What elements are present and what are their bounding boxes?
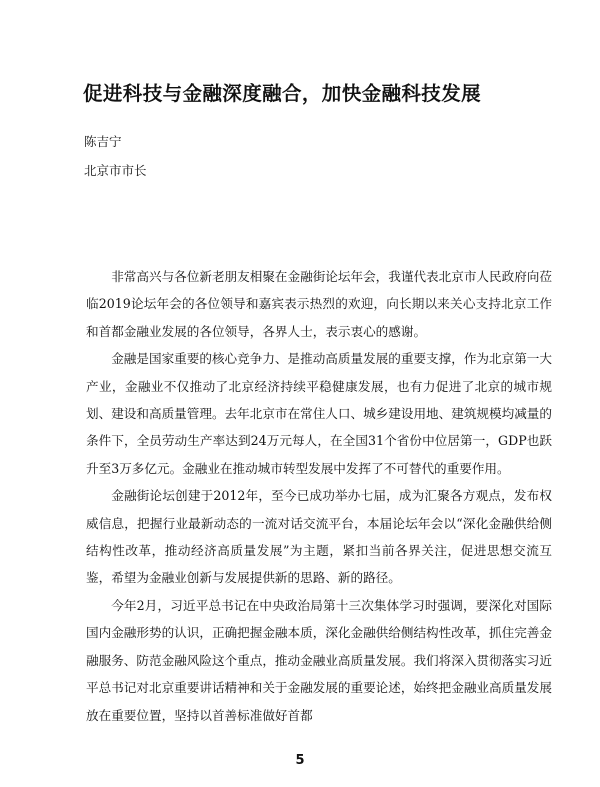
body-paragraph: 非常高兴与各位新老朋友相聚在金融街论坛年会，我谨代表北京市人民政府向莅临2019论坛年会的各位领导和嘉宾表示热烈的欢迎，向长期以来关心支持北京工作和首都金融业发展的各位领导，各界人士，表示衷心的感谢。 [86, 269, 552, 339]
body-paragraph: 金融是国家重要的核心竞争力、是推动高质量发展的重要支撑，作为北京第一大产业，金融业不仅推动了北京经济持续平稳健康发展，也有力促进了北京的城市规划、建设和高质量管理。去年北京市在常住人口、城乡建设用地、建筑规模均减量的条件下，全员劳动生产率达到24万元每人，在全国31个省份中位居第一，GDP也跃升至3万多亿元。金融业在推动城市转型发展中发挥了不可替代的重要作用。 [86, 351, 552, 476]
author-role: 北京市市长 [84, 163, 147, 178]
author-name: 陈吉宁 [84, 134, 122, 149]
page-number: 5 [295, 753, 305, 768]
body-paragraph: 今年2月，习近平总书记在中央政治局第十三次集体学习时强调，要深化对国际国内金融形势的认识，正确把握金融本质，深化金融供给侧结构性改革，抓住完善金融服务、防范金融风险这个重点，推动金融业高质量发展。我们将深入贯彻落实习近平总书记对北京重要讲话精神和关于金融发展的重要论述，始终把金融业高质量发展放在重要位置，坚持以首善标准做好首都 [86, 597, 552, 723]
body-paragraph: 金融街论坛创建于2012年，至今已成功举办七届，成为汇聚各方观点，发布权威信息，把握行业最新动态的一流对话交流平台，本届论坛年会以“深化金融供给侧结构性改革，推动经济高质量发展”为主题，紧扣当前各界关注，促进思想交流互鉴，希望为金融业创新与发展提供新的思路、新的路径。 [86, 488, 552, 586]
article-title: 促进科技与金融深度融合，加快金融科技发展 [83, 82, 482, 105]
article-body [86, 263, 552, 729]
